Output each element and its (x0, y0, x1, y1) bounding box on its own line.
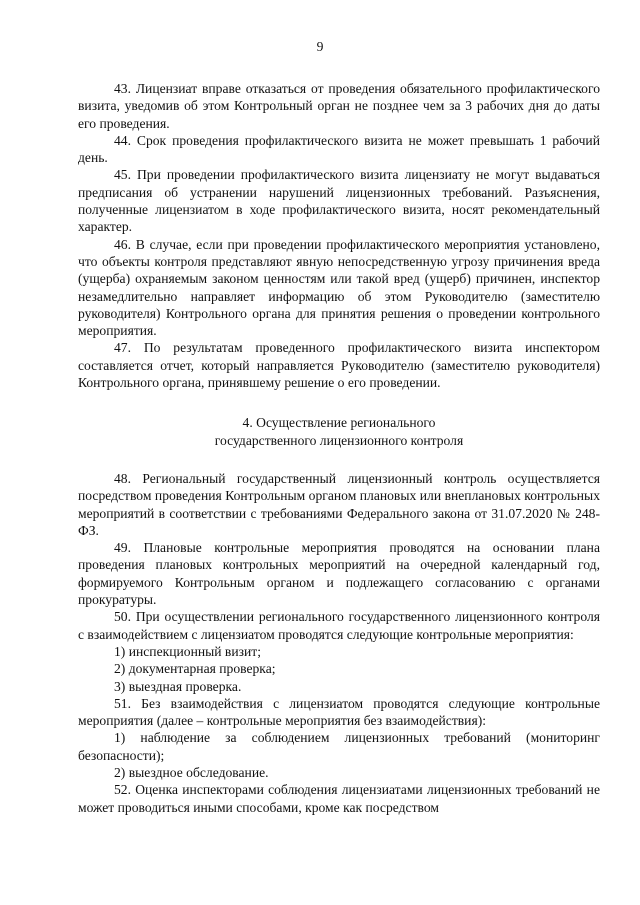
paragraph-49: 49. Плановые контрольные мероприятия проводятся на основании плана проведения плановых контрольных мероприятий на очередной календарный год, формируемого Контрольным органом и подлежащего согласованию с органами прокуратуры. (78, 540, 600, 608)
paragraph-45: 45. При проведении профилактического визита лицензиату не могут выдаваться предписания об устранении нарушений лицензионных требований. Разъяснения, полученные лицензиатом в ходе профилактического визита, носят рекомендательный характер. (78, 167, 600, 235)
list-item-monitoring: 1) наблюдение за соблюдением лицензионных требований (мониторинг безопасности); (78, 730, 600, 763)
paragraph-43: 43. Лицензиат вправе отказаться от проведения обязательного профилактического визита, уведомив об этом Контрольный орган не позднее чем за 3 рабочих дня до даты его проведения. (78, 81, 600, 131)
paragraph-51: 51. Без взаимодействия с лицензиатом проводятся следующие контрольные мероприятия (далее – контрольные мероприятия без взаимодействия): (78, 695, 600, 729)
paragraph-48: 48. Региональный государственный лицензионный контроль осуществляется посредством проведения Контрольным органом плановых или внеплановых контрольных мероприятий в соответствии с требованиями Федерального закона от 31.07.2020 № 248-ФЗ. (78, 470, 600, 538)
section-heading-line-1: 4. Осуществление регионального (242, 415, 436, 431)
paragraph-50: 50. При осуществлении регионального государственного лицензионного контроля с взаимодействием с лицензиатом проводятся следующие контрольные мероприятия: (78, 609, 600, 642)
list-item-documentary-check: 2) документарная проверка; (114, 661, 276, 677)
page-number: 9 (316, 39, 324, 54)
section-heading-line-2: государственного лицензионного контроля (214, 432, 464, 448)
list-item-inspection-visit: 1) инспекционный визит; (114, 643, 261, 659)
paragraph-47: 47. По результатам проведенного профилактического визита инспектором составляется отчет, который направляется Руководителю (заместителю руководителя) Контрольного органа, принявшему решение о его проведении. (78, 340, 600, 391)
list-item-field-survey: 2) выездное обследование. (114, 764, 269, 780)
list-item-field-check: 3) выездная проверка. (114, 678, 242, 694)
paragraph-44: 44. Срок проведения профилактического визита не может превышать 1 рабочий день. (78, 132, 600, 166)
paragraph-46: 46. В случае, если при проведении профилактического мероприятия установлено, что объекты контроля представляют явную непосредственную угрозу причинения вреда (ущерба) охраняемым законом ценностям или такой вред (ущерб) причинен, инспектор незамедлительно направляет информацию об этом Руководителю (заместителю руководителя) Контрольного органа для принятия решения о проведении контрольного мероприятия. (78, 236, 600, 339)
document-body (78, 80, 600, 816)
paragraph-52: 52. Оценка инспекторами соблюдения лицензиатами лицензионных требований не может проводиться иными способами, кроме как посредством (78, 782, 600, 815)
section-heading (78, 414, 600, 449)
